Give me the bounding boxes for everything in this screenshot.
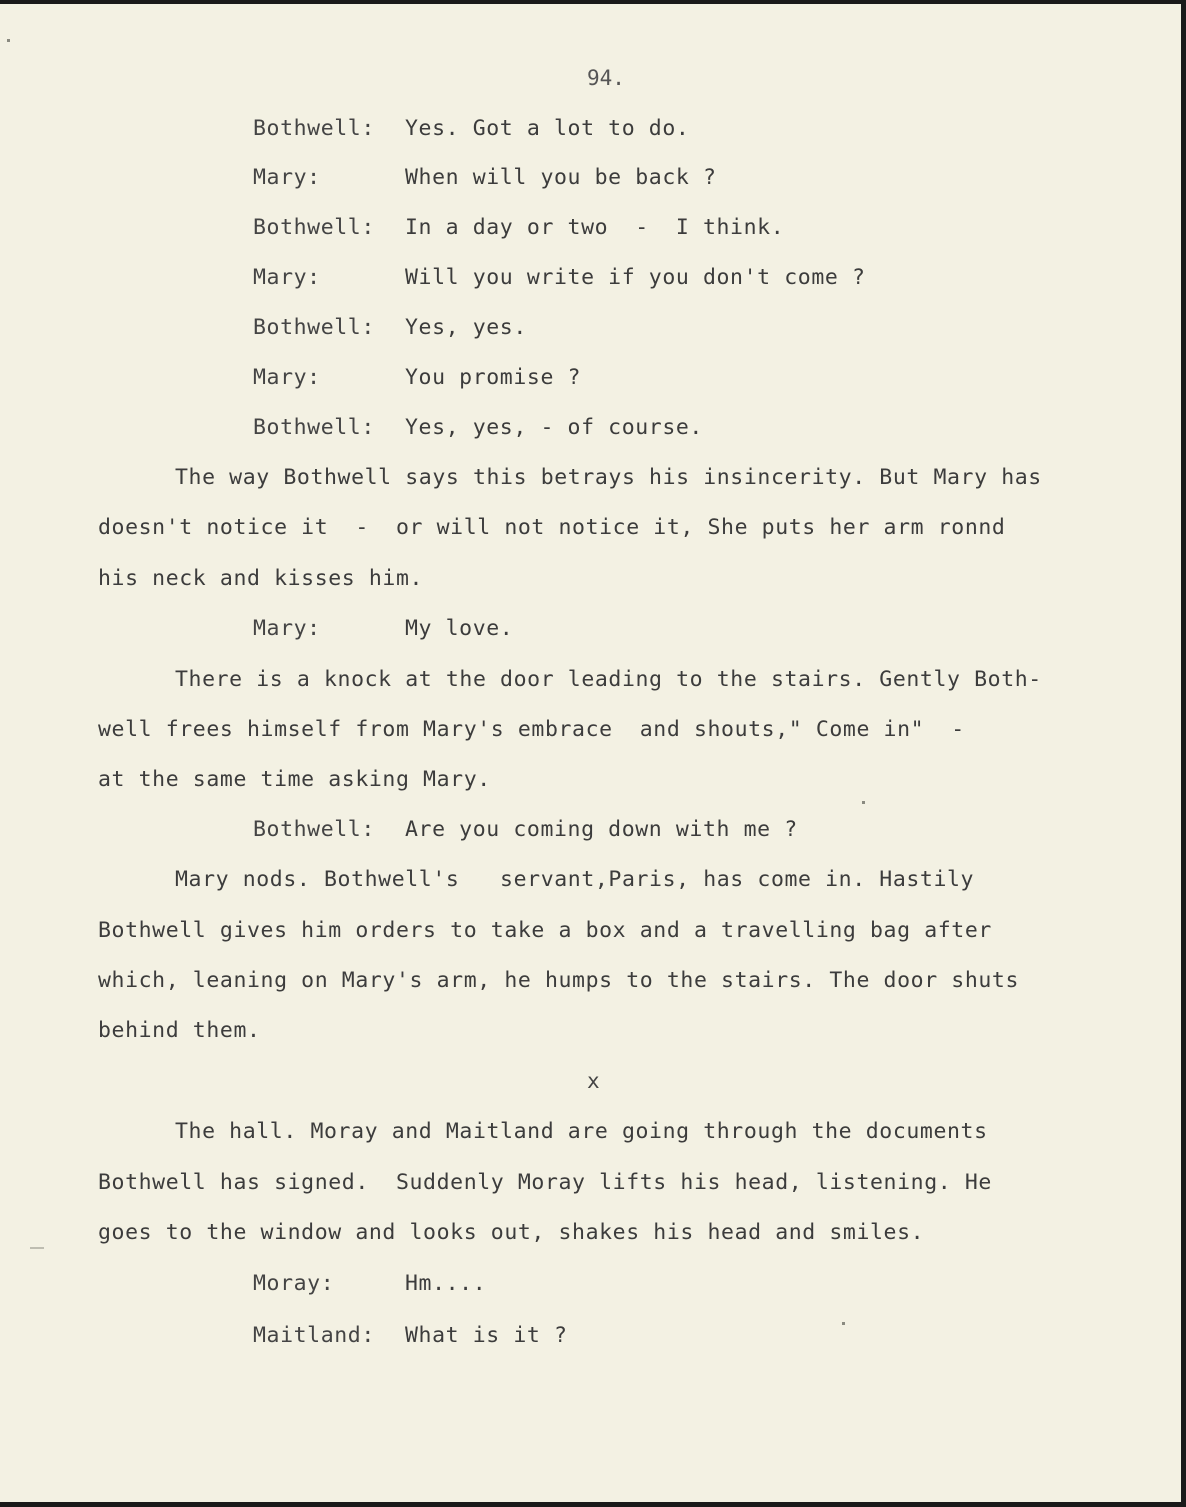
paragraph-line: Bothwell gives him orders to take a box and a travelling bag after [98,918,992,943]
paper-speck [862,801,865,804]
paper-speck [842,1322,845,1325]
speech-text: You promise ? [405,365,582,390]
speaker-label: Mary: [253,616,321,641]
speech-text: Yes. Got a lot to do. [405,116,690,141]
paragraph-line: Mary nods. Bothwell's servant,Paris, has come in. Hastily [175,867,975,892]
speaker-label: Bothwell: [253,315,375,340]
speaker-label: Bothwell: [253,116,375,141]
speaker-label: Mary: [253,265,321,290]
speaker-label: Moray: [253,1271,335,1296]
paragraph-line: his neck and kisses him. [98,566,424,591]
speech-text: Yes, yes. [405,315,527,340]
paper-speck [30,1247,44,1249]
paragraph-line: doesn't notice it - or will not notice it, She puts her arm ronnd [98,515,1006,540]
paragraph-line: The hall. Moray and Maitland are going through the documents [175,1119,988,1144]
speech-text: When will you be back ? [405,165,717,190]
paragraph-line: which, leaning on Mary's arm, he humps to the stairs. The door shuts [98,968,1019,993]
speech-text: My love. [405,616,514,641]
speaker-label: Bothwell: [253,415,375,440]
speech-text: Yes, yes, - of course. [405,415,703,440]
paragraph-line: Bothwell has signed. Suddenly Moray lifts his head, listening. He [98,1170,992,1195]
speaker-label: Maitland: [253,1323,375,1348]
speaker-label: Mary: [253,365,321,390]
scene-separator: x [587,1069,600,1093]
speaker-label: Bothwell: [253,817,375,842]
page-number: 94. [587,66,625,90]
speech-text: Are you coming down with me ? [405,817,798,842]
paper-speck [7,39,10,42]
paragraph-line: The way Bothwell says this betrays his insincerity. But Mary has [175,465,1042,490]
paragraph-line: There is a knock at the door leading to the stairs. Gently Both- [175,667,1042,692]
paragraph-line: goes to the window and looks out, shakes his head and smiles. [98,1220,925,1245]
paragraph-line: behind them. [98,1018,261,1043]
speech-text: In a day or two - I think. [405,215,785,240]
speech-text: Hm.... [405,1271,487,1296]
speaker-label: Mary: [253,165,321,190]
paragraph-line: well frees himself from Mary's embrace and shouts," Come in" - [98,717,965,742]
speaker-label: Bothwell: [253,215,375,240]
speech-text: What is it ? [405,1323,568,1348]
speech-text: Will you write if you don't come ? [405,265,866,290]
paragraph-line: at the same time asking Mary. [98,767,491,792]
